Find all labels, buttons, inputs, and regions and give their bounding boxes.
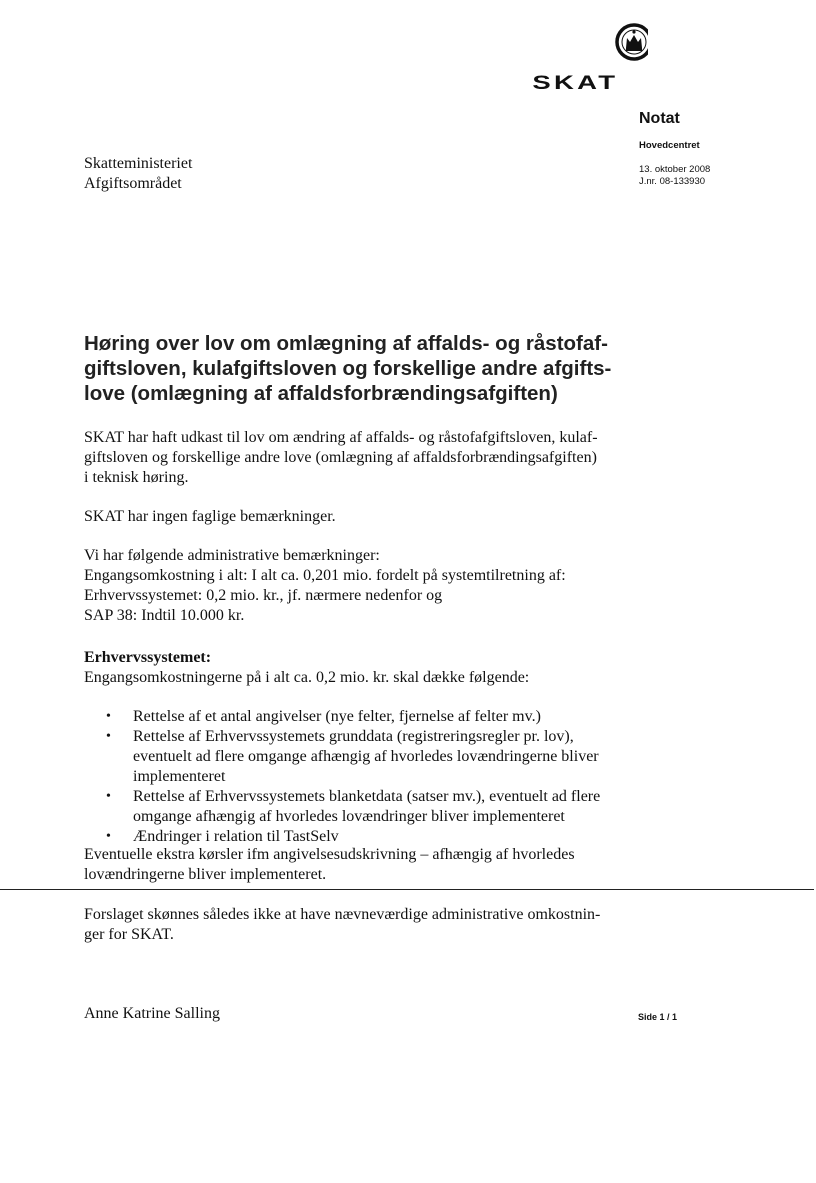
text-line: Erhvervssystemet: 0,2 mio. kr., jf. nærmere nedenfor og xyxy=(84,587,443,604)
text-line: Rettelse af Erhvervssystemets grunddata (registreringsregler pr. lov), xyxy=(133,728,574,745)
document-title xyxy=(84,331,624,406)
sender-department: Afgiftsområdet xyxy=(84,175,182,192)
page-number: Side 1 / 1 xyxy=(638,1012,678,1022)
sender-ministry: Skatteministeriet xyxy=(84,155,193,172)
bullet-list xyxy=(103,707,643,847)
crown-icon xyxy=(528,20,648,94)
list-item xyxy=(103,707,643,727)
paragraph-admin-remarks xyxy=(84,546,624,626)
bullet-icon: • xyxy=(106,789,111,804)
list-item xyxy=(103,727,643,787)
title-line: love (omlægning af affaldsforbrændingsafgiften) xyxy=(84,382,558,405)
skat-wordmark: SKAT xyxy=(532,71,619,94)
office-name: Hovedcentret xyxy=(639,140,700,151)
text-line: SKAT har haft udkast til lov om ændring af affalds- og råstofafgiftsloven, kulaf- xyxy=(84,429,598,446)
text-line: SAP 38: Indtil 10.000 kr. xyxy=(84,607,245,624)
title-line: Høring over lov om omlægning af affalds- og råstofaf- xyxy=(84,332,608,355)
paragraph-no-remarks xyxy=(84,507,624,527)
paragraph-erhvervssystemet xyxy=(84,648,624,688)
paragraph-intro xyxy=(84,428,624,488)
bullet-icon: • xyxy=(106,729,111,744)
text-line: Engangsomkostningerne på i alt ca. 0,2 mio. kr. skal dække følgende: xyxy=(84,669,530,686)
signature xyxy=(84,1004,624,1024)
text-line: Rettelse af Erhvervssystemets blanketdata (satser mv.), eventuelt ad flere xyxy=(133,788,601,805)
text-line: Eventuelle ekstra kørsler ifm angivelsesudskrivning – afhængig af hvorledes xyxy=(84,846,575,863)
text-line: Vi har følgende administrative bemærkninger: xyxy=(84,547,380,564)
signature-name: Anne Katrine Salling xyxy=(84,1005,220,1022)
list-item xyxy=(103,827,643,847)
text-line: Ændringer i relation til TastSelv xyxy=(133,828,339,845)
journal-number: J.nr. 08-133930 xyxy=(639,176,706,187)
text-line: implementeret xyxy=(133,768,226,785)
section-heading: Erhvervssystemet: xyxy=(84,649,212,666)
list-item xyxy=(103,787,643,827)
text-line: giftsloven og forskellige andre love (omlægning af affaldsforbrændingsafgiften) xyxy=(84,449,597,466)
text-line: ger for SKAT. xyxy=(84,926,174,943)
paragraph-conclusion xyxy=(84,905,624,945)
text-line: omgange afhængig af hvorledes lovændringer bliver implementeret xyxy=(133,808,565,825)
text-line: eventuelt ad flere omgange afhængig af hvorledes lovændringerne bliver xyxy=(133,748,599,765)
title-line: giftsloven, kulafgiftsloven og forskellige andre afgifts- xyxy=(84,357,612,380)
document-date: 13. oktober 2008 xyxy=(639,164,711,175)
bullet-icon: • xyxy=(106,829,111,844)
text-line: i teknisk høring. xyxy=(84,469,189,486)
text-line: Rettelse af et antal angivelser (nye felter, fjernelse af felter mv.) xyxy=(133,708,541,725)
skat-logo xyxy=(528,20,648,94)
text-line: Forslaget skønnes således ikke at have nævneværdige administrative omkostnin- xyxy=(84,906,601,923)
paragraph-extra-runs xyxy=(84,845,624,885)
bullet-icon: • xyxy=(106,709,111,724)
text-line: Engangsomkostning i alt: I alt ca. 0,201 mio. fordelt på systemtilretning af: xyxy=(84,567,566,584)
sender-block xyxy=(84,154,192,194)
divider xyxy=(0,889,814,890)
text-line: SKAT har ingen faglige bemærkninger. xyxy=(84,508,336,525)
text-line: lovændringerne bliver implementeret. xyxy=(84,866,327,883)
document-type: Notat xyxy=(639,110,680,127)
